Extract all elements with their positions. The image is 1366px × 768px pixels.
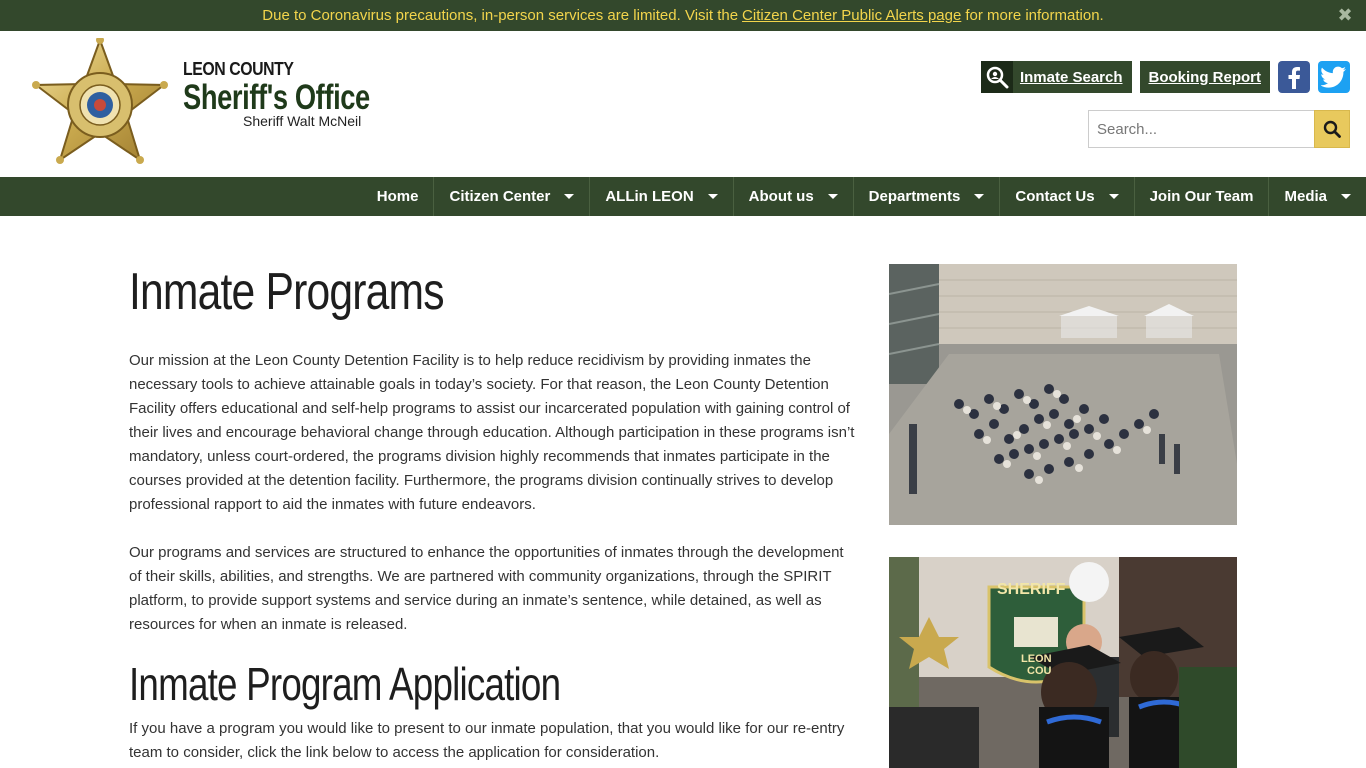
inmate-search-button[interactable] xyxy=(981,61,1132,93)
alert-bar xyxy=(0,0,1366,31)
brand-sheriff-name: Sheriff Walt McNeil xyxy=(243,113,362,129)
search-form xyxy=(1088,110,1350,148)
nav-item-home[interactable] xyxy=(362,177,434,216)
brand[interactable] xyxy=(183,59,423,129)
nav-label: ALLin LEON xyxy=(605,188,694,205)
photo-sign-text-3: COU xyxy=(1027,665,1052,677)
nav-item-allin-leon[interactable] xyxy=(589,177,732,216)
caret-down-icon xyxy=(1341,194,1351,199)
nav-label: Media xyxy=(1284,188,1327,205)
alert-text-before: Due to Coronavirus precautions, in-person services are limited. Visit the xyxy=(262,7,739,24)
nav-item-about-us[interactable] xyxy=(733,177,853,216)
photo-sign-text-2: LEON xyxy=(1021,653,1052,665)
magnifier-icon xyxy=(981,61,1013,93)
site-header xyxy=(0,31,1366,177)
page-title: Inmate Programs xyxy=(129,263,444,321)
graduation-photo xyxy=(889,557,1237,768)
main-content xyxy=(129,262,859,761)
photo-sign-text: SHERIFF xyxy=(997,581,1066,598)
nav-label: Home xyxy=(376,188,419,205)
nav-label: Departments xyxy=(868,188,961,205)
alert-text-after: for more information. xyxy=(965,7,1104,24)
search-input[interactable] xyxy=(1088,110,1314,148)
nav-item-media[interactable] xyxy=(1268,177,1366,216)
twitter-icon[interactable] xyxy=(1318,61,1350,93)
nav-label: Citizen Center xyxy=(449,188,551,205)
nav-item-join-our-team[interactable] xyxy=(1134,177,1269,216)
nav-label: About us xyxy=(748,188,814,205)
caret-down-icon xyxy=(708,194,718,199)
caret-down-icon xyxy=(1109,194,1119,199)
caret-down-icon xyxy=(564,194,574,199)
search-icon[interactable] xyxy=(1314,110,1350,148)
caret-down-icon xyxy=(828,194,838,199)
brand-office: Sheriff's Office xyxy=(183,78,370,117)
top-links xyxy=(981,61,1350,93)
nav-item-departments[interactable] xyxy=(853,177,1000,216)
brand-county: LEON COUNTY xyxy=(183,59,294,79)
sheriff-star-badge-icon[interactable] xyxy=(30,38,170,172)
inmate-search-label: Inmate Search xyxy=(1019,68,1123,86)
nav-label: Contact Us xyxy=(1015,188,1095,205)
nav-item-citizen-center[interactable] xyxy=(433,177,589,216)
programs-paragraph: Our programs and services are structured to enhance the opportunities of inmates through the development of their skills, abilities, and strengths. We are partnered with community organizations, through the SPIRIT platform, to provide support systems and service during an inmate’s sentence, while detained, as well as resources for when an inmate is released. xyxy=(129,544,844,633)
courtyard-event-photo xyxy=(889,264,1237,525)
main-nav xyxy=(0,177,1366,216)
caret-down-icon xyxy=(974,194,984,199)
application-paragraph: If you have a program you would like to present to our inmate population, that you would like for our re-entry team to consider, click the link below to access the application for consideration. xyxy=(129,720,845,761)
booking-report-button[interactable]: Booking Report xyxy=(1140,61,1271,93)
nav-item-contact-us[interactable] xyxy=(999,177,1133,216)
mission-paragraph: Our mission at the Leon County Detention Facility is to help reduce recidivism by providing inmates the necessary tools to achieve attainable goals in today’s society. For that reason, the Leon County Detention Facility offers educational and self-help programs to assist our incarcerated population with gaining control of their lives and encourage behavioral change through education. Although participation in these programs isn’t mandatory, unless court-ordered, the programs division highly recommends that inmates participate in the courses provided at the detention facility. Furthermore, the programs division continually strives to develop professional rapport to aid the inmates with future endeavors. xyxy=(129,352,855,513)
application-heading: Inmate Program Application xyxy=(129,658,561,710)
public-alerts-link[interactable]: Citizen Center Public Alerts page xyxy=(742,7,962,24)
nav-label: Join Our Team xyxy=(1149,188,1254,205)
close-icon[interactable]: ✖ xyxy=(1337,5,1353,25)
facebook-icon[interactable] xyxy=(1278,61,1310,93)
